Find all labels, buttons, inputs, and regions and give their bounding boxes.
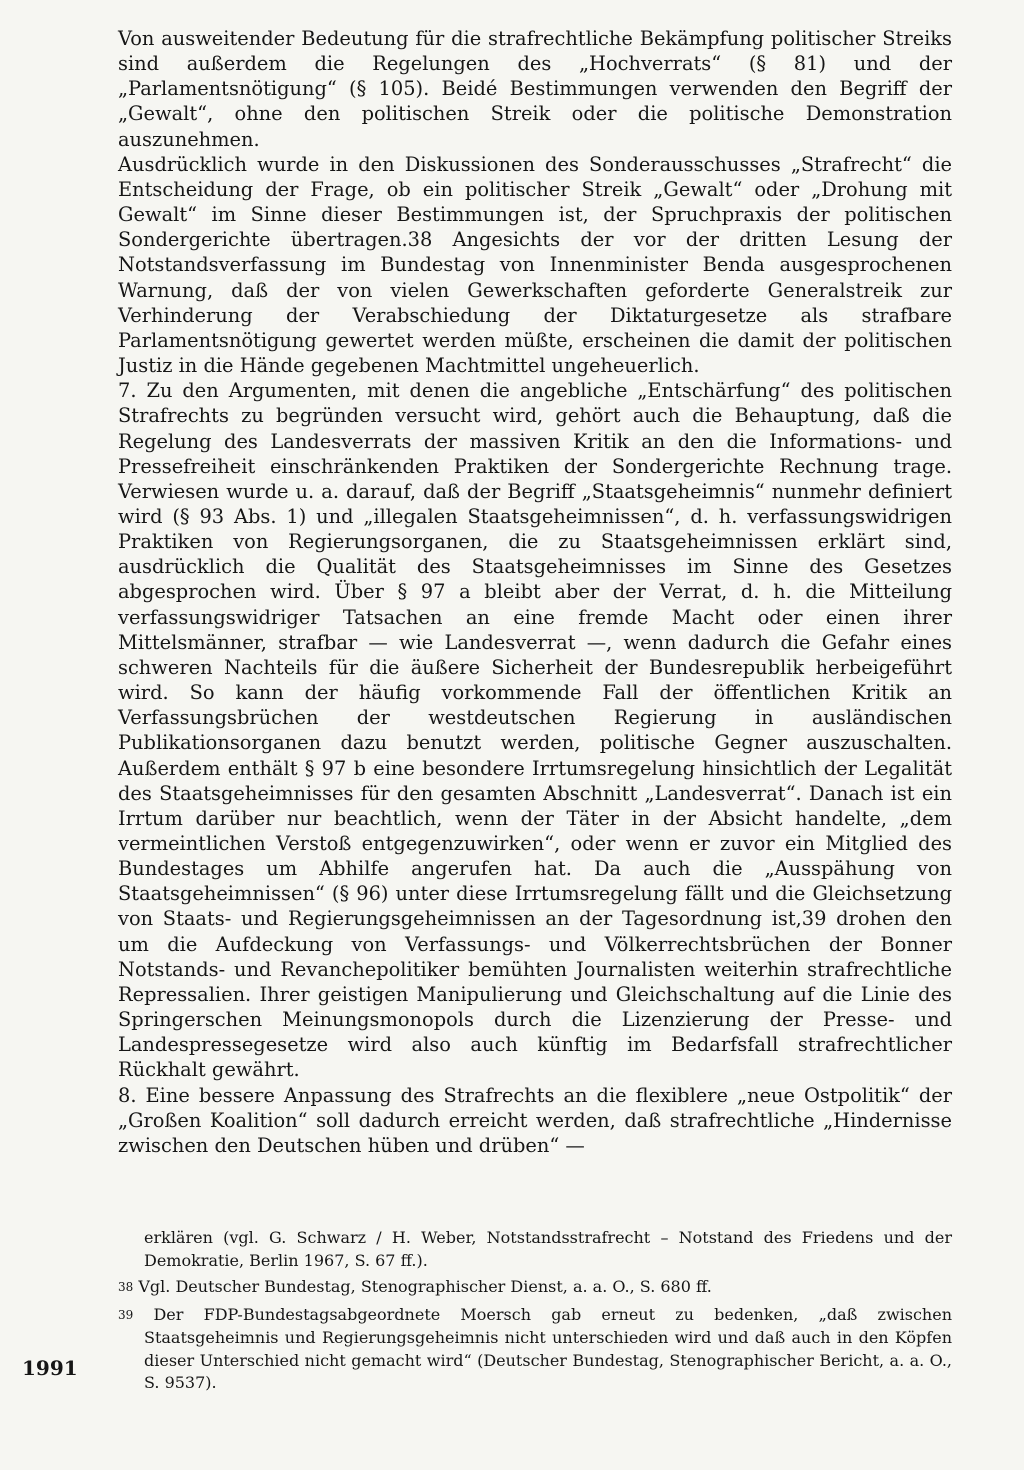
- footnotes: [118, 1227, 952, 1395]
- footnote-number: 38: [118, 1280, 134, 1294]
- footnote-text: Vgl. Deutscher Bundestag, Stenographischer Dienst, a. a. O., S. 680 ff.: [138, 1277, 712, 1296]
- footnote-text: Der FDP-Bundestagsabgeordnete Moersch gab erneut zu bedenken, „daß zwischen Staatsgeheimnis und Regierungsgeheimnis nicht unterschieden wird und daß auch in den Köpfen dieser Unterschied nicht gemacht wird“ (Deutscher Bundestag, Stenographischer Bericht, a. a. O., S. 9537).: [144, 1304, 952, 1392]
- paragraph-special-committee: Ausdrücklich wurde in den Diskussionen des Sonderausschusses „Strafrecht“ die Entscheidung der Frage, ob ein politischer Streik „Gewalt“ oder „Drohung mit Gewalt“ im Sinne dieser Bestimmungen ist, der Spruchpraxis der politischen Sondergerichte übertragen.38 Angesichts der vor der dritten Lesung der Notstandsverfassung im Bundestag von Innenminister Benda ausgesprochenen Warnung, daß der von vielen Gewerkschaften geforderte Generalstreik zur Verhinderung der Verabschiedung der Diktaturgesetze als strafbare Parlamentsnötigung gewertet werden müßte, erscheinen die damit der politischen Justiz in die Hände gegebenen Machtmittel ungeheuerlich.: [118, 152, 952, 378]
- footnote-continuation: erklären (vgl. G. Schwarz / H. Weber, Notstandsstrafrecht – Notstand des Friedens und der Demokratie, Berlin 1967, S. 67 ff.).: [144, 1228, 952, 1270]
- footnote-number: 39: [118, 1307, 134, 1322]
- footnote-39: [118, 1304, 952, 1395]
- footnote-38: [118, 1276, 952, 1300]
- page-number: 1991: [22, 1356, 78, 1380]
- paragraph-strikes: Von ausweitender Bedeutung für die strafrechtliche Bekämpfung politischer Streiks sind außerdem die Regelungen des „Hochverrats“ (§ 81) und der „Parlamentsnötigung“ (§ 105). Beidé Bestimmungen verwenden den Begriff der „Gewalt“, ohne den politischen Streik oder die politische Demonstration auszunehmen.: [118, 27, 952, 151]
- paragraph-7-landesverrat: 7. Zu den Argumenten, mit denen die angebliche „Entschärfung“ des politischen Strafrechts zu begründen versucht wird, gehört auch die Behauptung, daß die Regelung des Landesverrats der massiven Kritik an den die Informations- und Pressefreiheit einschränkenden Praktiken der Sondergerichte Rechnung trage. Verwiesen wurde u. a. darauf, daß der Begriff „Staatsgeheimnis“ nunmehr definiert wird (§ 93 Abs. 1) und „illegalen Staatsgeheimnissen“, d. h. verfassungswidrigen Praktiken von Regierungsorganen, die zu Staatsgeheimnissen erklärt sind, ausdrücklich die Qualität des Staatsgeheimnisses im Sinne des Gesetzes abgesprochen wird. Über § 97 a bleibt aber der Verrat, d. h. die Mitteilung verfassungswidriger Tatsachen an eine fremde Macht oder einen ihrer Mittelsmänner, strafbar — wie Landesverrat —, wenn dadurch die Gefahr eines schweren Nachteils für die äußere Sicherheit der Bundesrepublik herbeigeführt wird. So kann der häufig vorkommende Fall der öffentlichen Kritik an Verfassungsbrüchen der westdeutschen Regierung in ausländischen Publikationsorganen dazu benutzt werden, politische Gegner auszuschalten. Außerdem enthält § 97 b eine besondere Irrtumsregelung hinsichtlich der Legalität des Staatsgeheimnisses für den gesamten Abschnitt „Landesverrat“. Danach ist ein Irrtum darüber nur beachtlich, wenn der Täter in der Absicht handelte, „dem vermeintlichen Verstoß entgegenzuwirken“, oder wenn er zuvor ein Mitglied des Bundestages um Abhilfe angerufen hat. Da auch die „Ausspähung von Staatsgeheimnissen“ (§ 96) unter diese Irrtumsregelung fällt und die Gleichsetzung von Staats- und Regierungsgeheimnissen an der Tagesordnung ist,39 drohen den um die Aufdeckung von Verfassungs- und Völkerrechtsbrüchen der Bonner Notstands- und Revanchepolitiker bemühten Journalisten weiterhin strafrechtliche Repressalien. Ihrer geistigen Manipulierung und Gleichschaltung auf die Linie des Springerschen Meinungsmonopols durch die Lizenzierung der Presse- und Landespressegesetze wird also auch künftig im Bedarfsfall strafrechtlicher Rückhalt gewährt.: [118, 379, 952, 1082]
- paragraph-8-ostpolitik: 8. Eine bessere Anpassung des Strafrechts an die flexiblere „neue Ostpolitik“ der „Großen Koalition“ soll dadurch erreicht werden, daß strafrechtliche „Hindernisse zwischen den Deutschen hüben und drüben“ —: [118, 1083, 952, 1157]
- main-text: [118, 26, 952, 1158]
